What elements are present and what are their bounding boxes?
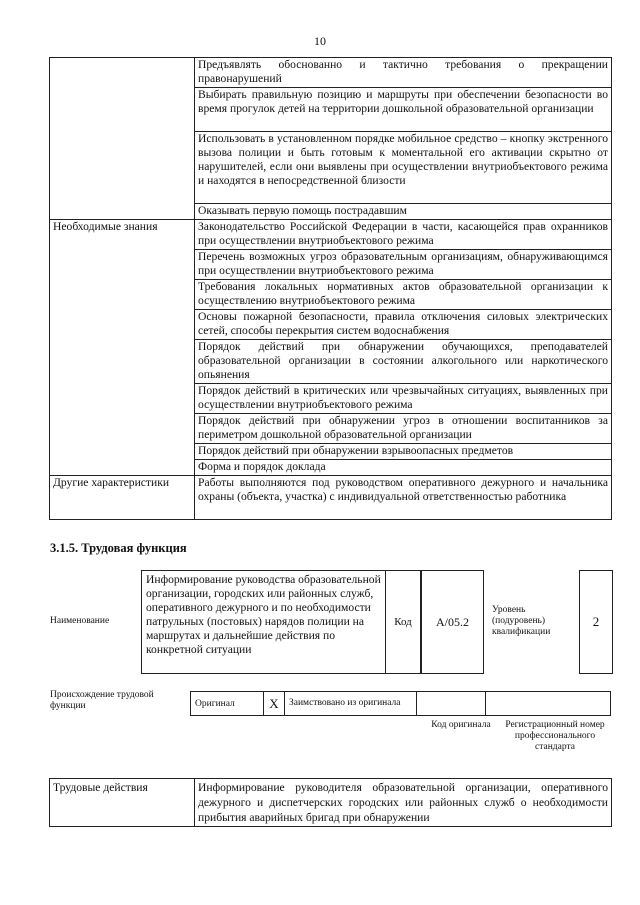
table-row [50,58,612,88]
requirements-table [49,57,612,520]
table-row [50,476,612,520]
function-name-box: Информирование руководства образовательной организации, городских или районных служб, оперативного дежурного и по необходимости патрульных (постовых) нарядов полиции на маршрутах и дальнейшие действия по конкретной ситуации [141,570,385,674]
skill-cell: Оказывать первую помощь пострадавшим [195,204,612,220]
original-mark: X [264,692,285,716]
origin-label: Происхождение трудовой функции [50,690,154,711]
knowledge-cell: Порядок действий при обнаружении взрывоопасных предметов [195,444,612,460]
knowledge-cell: Перечень возможных угроз образовательным организациям, обнаруживающимся при осуществлении внутриобъектового режима [195,250,612,280]
knowledge-cell: Порядок действий в критических или чрезвычайных ситуациях, выявленных при осуществлении внутриобъектового режима [195,384,612,414]
knowledge-cell: Форма и порядок доклада [195,460,612,476]
table-row [50,779,612,827]
origin-table [190,691,611,716]
section-title: 3.1.5. Трудовая функция [50,541,187,555]
page-number: 10 [314,34,326,48]
name-label: Наименование [50,616,110,626]
skills-label-cell [50,58,195,220]
original-label: Оригинал [191,692,264,716]
knowledge-cell: Требования локальных нормативных актов образовательной организации к осуществлению внутриобъектового режима [195,280,612,310]
skill-cell: Выбирать правильную позицию и маршруты при обеспечении безопасности во время прогулок детей на территории дошкольной образовательной организации [195,88,612,132]
actions-label: Трудовые действия [50,779,195,827]
knowledge-cell: Порядок действий при обнаружении угроз в отношении воспитанников за периметром дошкольной образовательной организации [195,414,612,444]
actions-table [49,778,612,827]
level-value: 2 [579,570,613,674]
action-cell: Информирование руководителя образовательной организации, оперативного дежурного и диспетчерских городских или районных служб о необходимости прибытия аварийных бригад при обнаружении [195,779,612,827]
skill-cell: Использовать в установленном порядке мобильное средство – кнопку экстренного вызова полиции и быть готовым к моментальной его активации скрытно от нарушителей, если они выявлены при осуществлении внутриобъектового режима и находятся в непосредственной близости [195,132,612,204]
knowledge-cell: Законодательство Российской Федерации в части, касающейся прав охранников при осуществлении внутриобъектового режима [195,220,612,250]
reg-number-label: Регистрационный номер профессионального стандарта [505,720,605,752]
other-cell: Работы выполняются под руководством оперативного дежурного и начальника охраны (объекта, участка) с индивидуальной ответственностью работника [195,476,612,520]
code-label: Код [385,570,421,674]
borrowed-label: Заимствовано из оригинала [285,692,417,716]
code-value: A/05.2 [421,570,484,674]
reg-number-cell [486,692,611,716]
other-label: Другие характеристики [50,476,195,520]
code-original-cell [417,692,486,716]
level-label: Уровень (подуровень) квалификации [492,605,551,637]
skill-cell: Предъявлять обоснованно и тактично требования о прекращении правонарушений [195,58,612,88]
code-original-label: Код оригинала [431,720,491,730]
knowledge-label: Необходимые знания [50,220,195,476]
table-row [50,220,612,250]
knowledge-cell: Порядок действий при обнаружении обучающихся, преподавателей образовательной организации в состоянии алкогольного или наркотического опьянения [195,340,612,384]
knowledge-cell: Основы пожарной безопасности, правила отключения силовых электрических сетей, способы перекрытия систем водоснабжения [195,310,612,340]
